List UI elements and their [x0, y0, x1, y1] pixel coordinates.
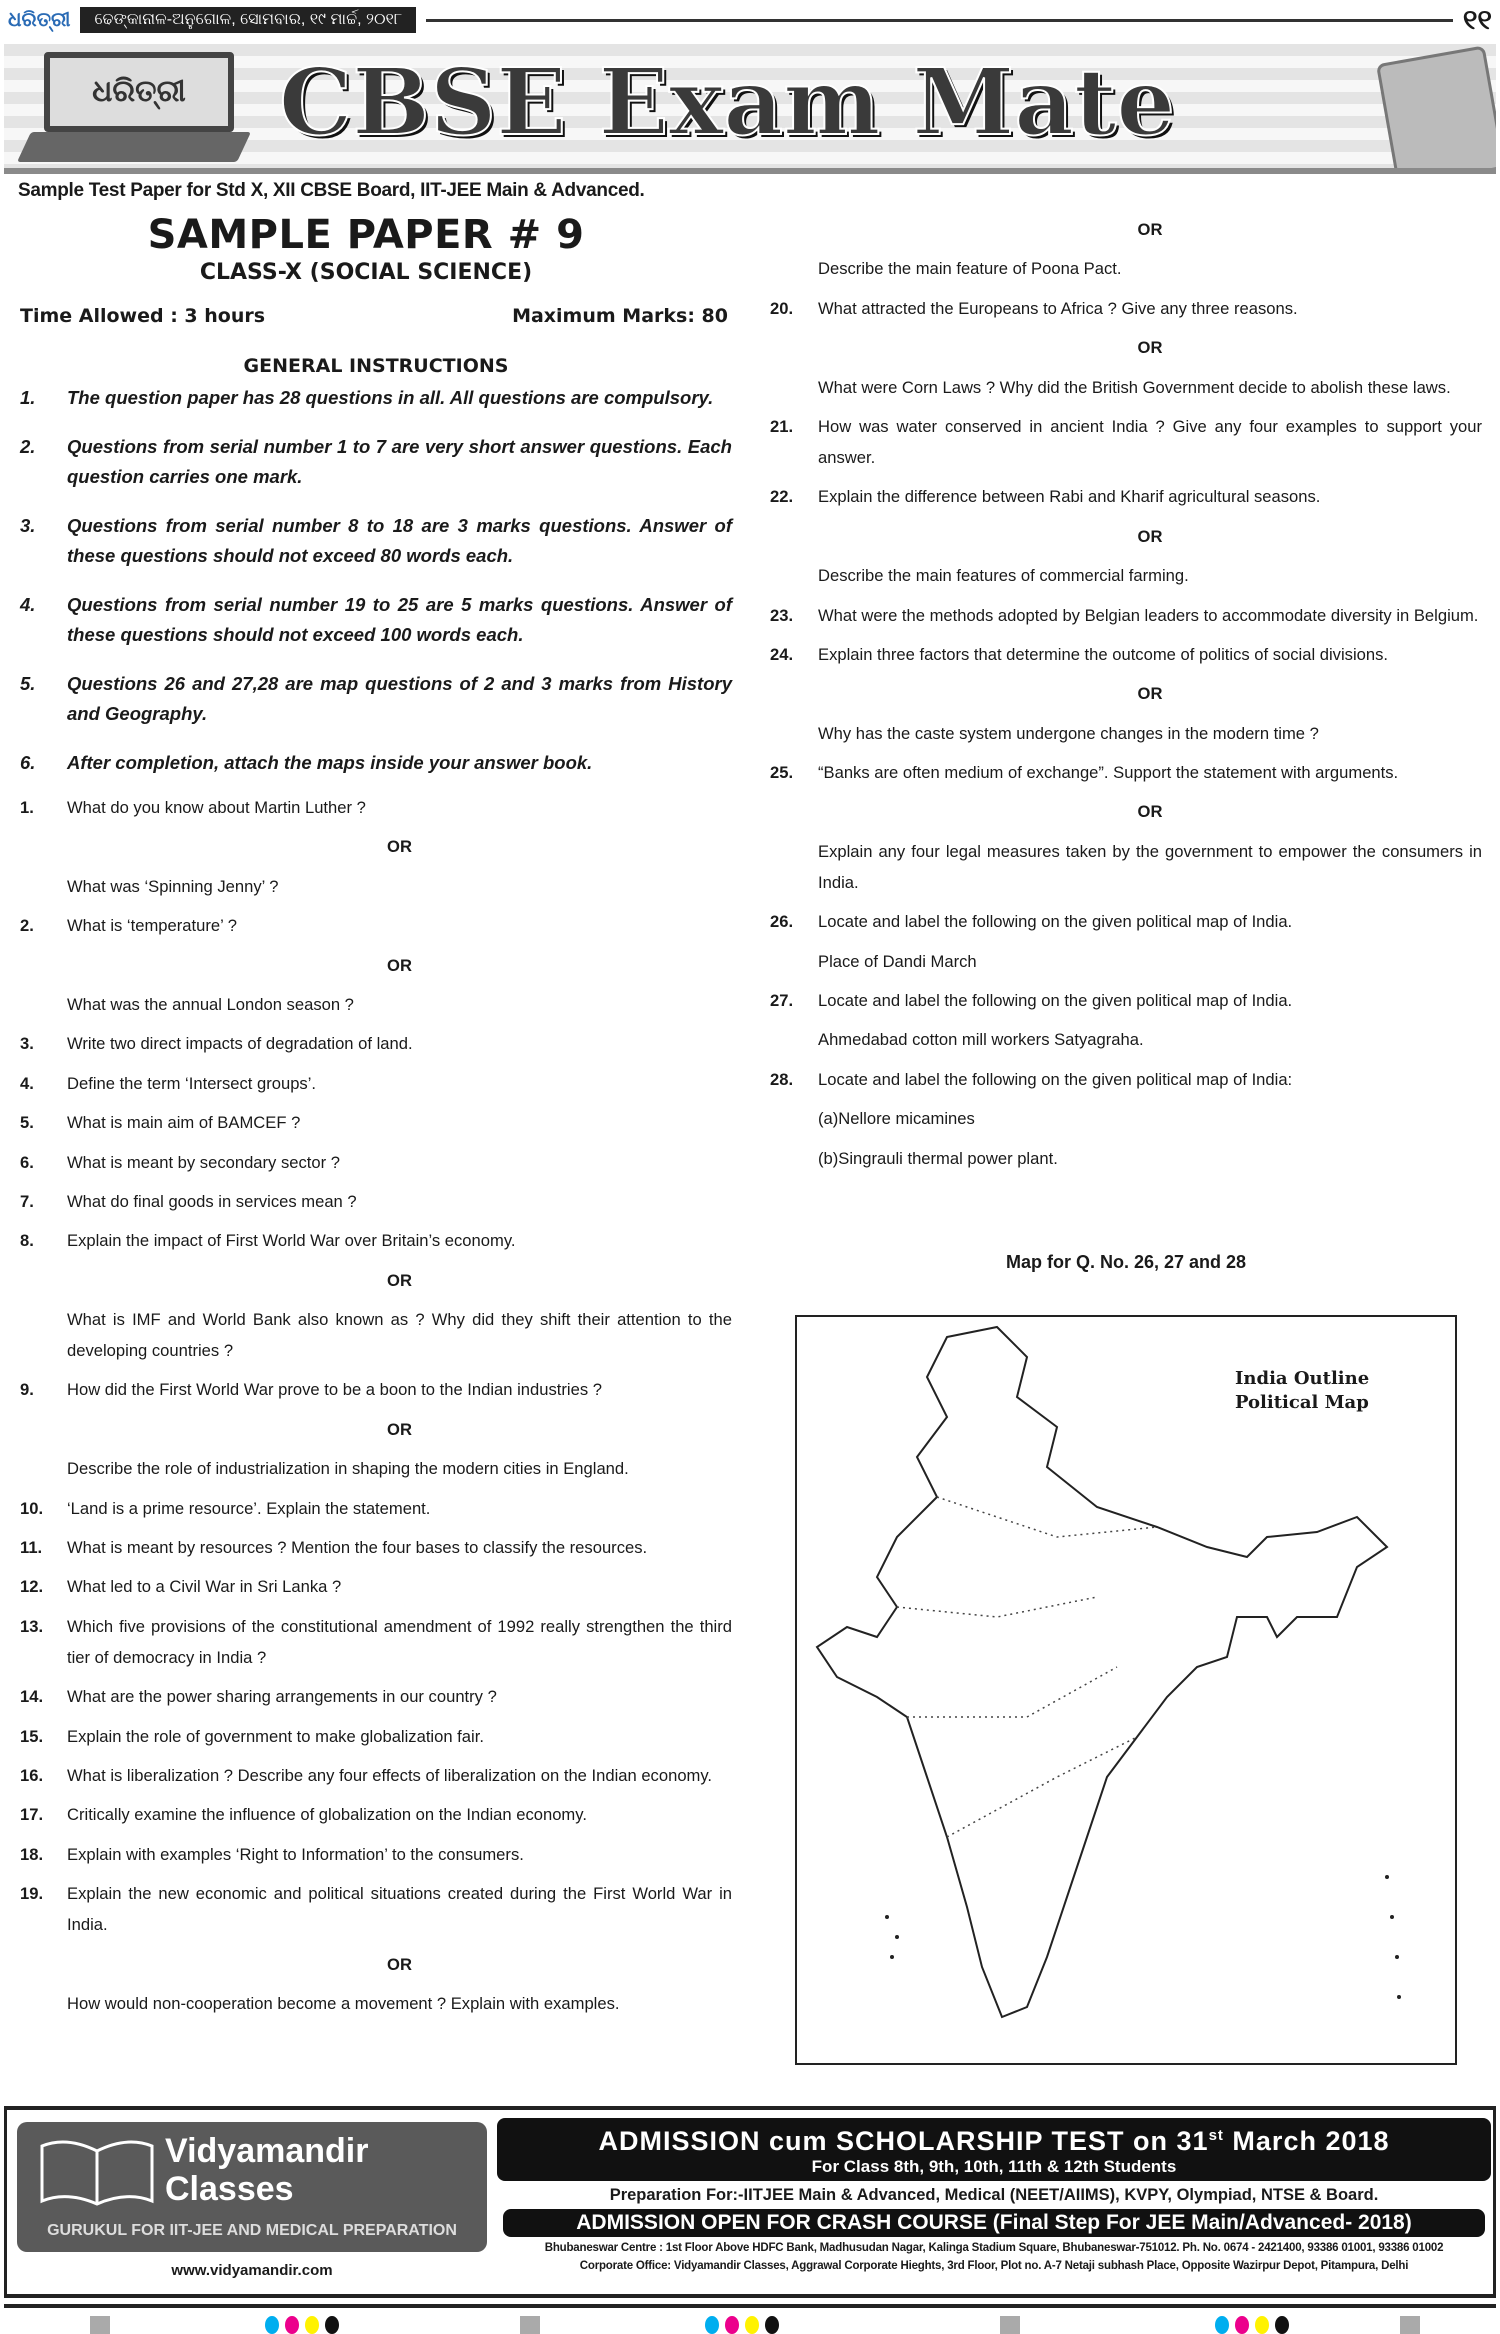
question-item: [20, 1374, 732, 1413]
question-number: 13.: [20, 1616, 44, 1636]
question-text: What is meant by secondary sector ?: [67, 1152, 340, 1172]
newspaper-logo: ଧରିତ୍ରୀ: [8, 8, 71, 31]
or-label: OR: [387, 1270, 412, 1290]
page-header: [0, 0, 1500, 40]
map-label-line: Political Map: [1235, 1392, 1369, 1413]
question-number: 27.: [770, 991, 794, 1011]
question-number: 6.: [20, 1152, 34, 1172]
question-item: [770, 1103, 1482, 1142]
ad-for-class: For Class 8th, 9th, 10th, 11th & 12th Students: [811, 2157, 1177, 2176]
question-item: [20, 1028, 732, 1067]
question-text: What are the power sharing arrangements in our country ?: [67, 1687, 497, 1707]
question-text: Explain the role of government to make globalization fair.: [67, 1726, 484, 1746]
time-allowed: Time Allowed : 3 hours: [20, 305, 266, 327]
question-number: [770, 1103, 818, 1134]
question-item: [770, 372, 1482, 411]
question-number: 16.: [20, 1765, 44, 1785]
ad-address-centre: Bhubaneswar Centre : 1st Floor Above HDFC Bank, Madhusudan Nagar, Kalinga Stadium Square, Bhubaneswar-751012. Ph. No. 0674 - 2421400, 93386 01001, 93386 01002: [544, 2242, 1444, 2254]
color-dot: [745, 2316, 759, 2334]
or-label: OR: [1137, 684, 1163, 704]
instruction-number: 4.: [20, 593, 36, 615]
question-text: (b)Singrauli thermal power plant.: [818, 1148, 1058, 1168]
question-number: 5.: [20, 1113, 34, 1133]
question-item: [770, 293, 1482, 332]
ad-preparation: Preparation For:-IITJEE Main & Advanced, Medical (NEET/AIIMS), KVPY, Olympiad, NTSE & Board.: [609, 2186, 1379, 2204]
paper-class: CLASS-X (SOCIAL SCIENCE): [199, 260, 533, 285]
question-text: What attracted the Europeans to Africa ? Give any three reasons.: [818, 298, 1298, 318]
spacer: [20, 1414, 67, 1445]
ad-url[interactable]: www.vidyamandir.com: [171, 2262, 333, 2279]
question-text: Explain with examples ‘Right to Information’ to the consumers.: [67, 1844, 524, 1864]
question-text: Place of Dandi March: [818, 951, 977, 971]
footer-rule: [4, 2304, 1496, 2308]
instruction-item: [20, 748, 732, 779]
ad-brand-name: [165, 2132, 368, 2208]
question-item: [20, 792, 732, 831]
question-text: What were the methods adopted by Belgian leaders to accommodate diversity in Belgium.: [818, 605, 1479, 625]
question-number: [770, 560, 818, 591]
spacer: [20, 950, 67, 981]
question-number: [20, 1988, 67, 2019]
headline-text: March 2018: [1223, 2126, 1390, 2156]
or-label: OR: [387, 1419, 412, 1439]
question-number: 26.: [770, 912, 794, 932]
color-dot: [1275, 2316, 1289, 2334]
brand-line: Vidyamandir: [165, 2132, 369, 2170]
question-item: [770, 253, 1482, 292]
color-dot: [765, 2316, 779, 2334]
question-item: [770, 985, 1482, 1024]
paper-meta: [20, 305, 732, 327]
instruction-text: After completion, attach the maps inside your answer book.: [67, 751, 593, 773]
question-item: [770, 600, 1482, 639]
question-text: Explain any four legal measures taken by the government to empower the consumers in India.: [818, 841, 1482, 892]
question-number: 17.: [20, 1805, 44, 1825]
question-text: Write two direct impacts of degradation of land.: [67, 1034, 413, 1054]
question-item: [20, 1839, 732, 1878]
dateline: ଢେଙ୍କାନାଳ-ଅନୁଗୋଳ, ସୋମବାର, ୧୯ ମାର୍ଚ୍ଚ, ୨୦୧୮: [80, 7, 416, 33]
or-separator: [770, 678, 1482, 717]
instruction-text: Questions from serial number 19 to 25 are 5 marks questions. Answer of these questions should not exceed 100 words each.: [67, 593, 732, 645]
or-label: OR: [387, 837, 412, 857]
headline-text: ADMISSION cum SCHOLARSHIP TEST on 31: [598, 2126, 1209, 2156]
color-dot: [305, 2316, 319, 2334]
question-text: Describe the role of industrialization in shaping the modern cities in England.: [67, 1459, 629, 1479]
instruction-text: Questions from serial number 8 to 18 are 3 marks questions. Answer of these questions should not exceed 80 words each.: [67, 514, 732, 566]
question-item: [770, 1024, 1482, 1063]
instruction-number: 5.: [20, 672, 36, 694]
instruction-item: [20, 383, 732, 414]
spacer: [20, 1949, 67, 1980]
question-text: What do final goods in services mean ?: [67, 1191, 357, 1211]
map-label: [1235, 1367, 1369, 1415]
question-item: [20, 1988, 732, 2027]
or-label: OR: [1137, 526, 1163, 546]
banner: [4, 44, 1496, 174]
advertisement: [4, 2106, 1496, 2298]
spacer: [20, 1265, 67, 1296]
or-label: OR: [1137, 802, 1163, 822]
subtitle: Sample Test Paper for Std X, XII CBSE Board, IIT-JEE Main & Advanced.: [18, 180, 645, 201]
question-item: [20, 1068, 732, 1107]
spacer: [770, 521, 818, 552]
question-list-right: [770, 214, 1482, 1182]
map-label-line: India Outline: [1235, 1368, 1370, 1389]
question-text: What is ‘temperature’ ?: [67, 916, 237, 936]
question-number: 10.: [20, 1498, 44, 1518]
question-item: [20, 1147, 732, 1186]
question-text: What was the annual London season ?: [67, 994, 354, 1014]
or-separator: [20, 1949, 732, 1988]
color-dot: [725, 2316, 739, 2334]
instruction-text: Questions 26 and 27,28 are map questions of 2 and 3 marks from History and Geography.: [67, 672, 732, 724]
color-dot: [325, 2316, 339, 2334]
question-number: 22.: [770, 487, 794, 507]
question-text: Define the term ‘Intersect groups’.: [67, 1073, 317, 1093]
question-item: [20, 1611, 732, 1681]
registration-square: [90, 2316, 110, 2334]
question-text: Explain the new economic and political situations created during the First World War in India.: [67, 1884, 732, 1935]
or-separator: [20, 1414, 732, 1453]
question-text: Describe the main features of commercial farming.: [818, 566, 1189, 586]
question-text: How did the First World War prove to be a boon to the Indian industries ?: [67, 1380, 602, 1400]
india-outline-icon: [797, 1317, 1455, 2063]
or-separator: [20, 831, 732, 870]
question-text: Why has the caste system undergone changes in the modern time ?: [818, 723, 1319, 743]
color-dot: [1255, 2316, 1269, 2334]
question-text: Locate and label the following on the given political map of India.: [818, 912, 1293, 932]
question-number: [770, 946, 818, 977]
question-text: What is main aim of BAMCEF ?: [67, 1113, 301, 1133]
banner-logo: ଧରିତ୍ରୀ: [44, 52, 234, 132]
question-item: [20, 1532, 732, 1571]
question-item: [20, 989, 732, 1028]
question-number: 2.: [20, 916, 34, 936]
or-label: OR: [1137, 220, 1163, 239]
question-number: 3.: [20, 1034, 34, 1054]
ad-address-corporate: Corporate Office: Vidyamandir Classes, Aggrawal Corporate Hieghts, 3rd Floor, Plot no. A-7 Netaji subhash Place, Opposite Wazirpur Depot, Pitampura, Delhi: [579, 2260, 1409, 2272]
question-number: 15.: [20, 1726, 44, 1746]
question-item: [20, 1878, 732, 1948]
question-item: [770, 757, 1482, 796]
question-number: 21.: [770, 416, 794, 436]
instruction-item: [20, 511, 732, 572]
question-number: 18.: [20, 1844, 44, 1864]
question-item: [20, 1186, 732, 1225]
question-number: [770, 718, 818, 749]
headline-sup: st: [1208, 2127, 1224, 2144]
question-number: [20, 871, 67, 902]
question-text: Explain the impact of First World War over Britain’s economy.: [67, 1231, 516, 1251]
banner-title: CBSE Exam Mate: [279, 48, 1176, 156]
paper-title: SAMPLE PAPER # 9: [147, 212, 585, 258]
question-text: Ahmedabad cotton mill workers Satyagraha.: [818, 1030, 1144, 1050]
question-item: [770, 639, 1482, 678]
question-item: [20, 910, 732, 949]
question-item: [770, 906, 1482, 945]
registration-square: [1400, 2316, 1420, 2334]
color-dot: [705, 2316, 719, 2334]
question-text: Explain three factors that determine the outcome of politics of social divisions.: [818, 644, 1389, 664]
question-number: 14.: [20, 1687, 44, 1707]
ad-crash-course: ADMISSION OPEN FOR CRASH COURSE (Final Step For JEE Main/Advanced- 2018): [503, 2209, 1485, 2237]
spacer: [770, 332, 818, 363]
calculator-illustration: [1376, 45, 1496, 174]
question-item: [770, 481, 1482, 520]
or-separator: [770, 796, 1482, 835]
question-text: What led to a Civil War in Sri Lanka ?: [67, 1577, 342, 1597]
question-number: [770, 836, 818, 898]
instruction-item: [20, 669, 732, 730]
color-dot: [265, 2316, 279, 2334]
question-text: Which five provisions of the constitutional amendment of 1992 really strengthen the third tier of democracy in India ?: [67, 1616, 732, 1667]
question-number: 1.: [20, 798, 34, 817]
question-item: [20, 1453, 732, 1492]
question-text: What is meant by resources ? Mention the four bases to classify the resources.: [67, 1538, 648, 1558]
open-book-icon: [37, 2136, 157, 2206]
brand-line: Classes: [165, 2170, 294, 2208]
or-separator: [770, 521, 1482, 560]
spacer: [770, 214, 818, 245]
keyboard-shape: [17, 132, 251, 162]
instructions-list: [20, 383, 732, 778]
color-dot: [1215, 2316, 1229, 2334]
question-item: [770, 946, 1482, 985]
spacer: [770, 678, 818, 709]
or-separator: [770, 214, 1482, 253]
or-separator: [20, 1265, 732, 1304]
ad-brand-panel: [17, 2122, 487, 2252]
question-text: How was water conserved in ancient India ? Give any four examples to support your answer.: [818, 416, 1482, 467]
instructions-heading: GENERAL INSTRUCTIONS: [243, 355, 509, 377]
instruction-number: 3.: [20, 514, 36, 536]
question-number: [770, 1024, 818, 1055]
registration-square: [1000, 2316, 1020, 2334]
question-number: 20.: [770, 298, 794, 318]
question-number: 9.: [20, 1380, 34, 1400]
instruction-item: [20, 432, 732, 493]
question-number: 23.: [770, 605, 794, 625]
question-item: [770, 718, 1482, 757]
question-item: [770, 411, 1482, 481]
question-number: 19.: [20, 1884, 44, 1904]
question-number: 25.: [770, 763, 794, 783]
question-text: What were Corn Laws ? Why did the British Government decide to abolish these laws.: [818, 377, 1451, 397]
question-text: How would non-cooperation become a movement ? Explain with examples.: [67, 1993, 620, 2013]
question-number: 28.: [770, 1069, 794, 1089]
or-separator: [20, 950, 732, 989]
question-list-left: [20, 792, 732, 2027]
question-text: Describe the main feature of Poona Pact.: [818, 259, 1122, 279]
instruction-number: 2.: [20, 435, 36, 457]
question-number: [770, 372, 818, 403]
question-item: [20, 1571, 732, 1610]
page-number: ୧୧: [1462, 3, 1492, 35]
question-text: What is IMF and World Bank also known as ? Why did they shift their attention to the developing countries ?: [67, 1310, 732, 1361]
question-text: Locate and label the following on the given political map of India:: [818, 1069, 1293, 1089]
question-item: [20, 1721, 732, 1760]
question-item: [20, 1225, 732, 1264]
question-number: [20, 1304, 67, 1366]
instruction-number: 1.: [20, 387, 36, 408]
or-label: OR: [1137, 338, 1163, 358]
question-number: 8.: [20, 1231, 34, 1251]
india-map: [795, 1315, 1457, 2065]
question-text: “Banks are often medium of exchange”. Support the statement with arguments.: [818, 763, 1399, 783]
question-number: 7.: [20, 1191, 34, 1211]
question-item: [20, 1681, 732, 1720]
question-text: What do you know about Martin Luther ?: [67, 798, 366, 817]
instruction-text: Questions from serial number 1 to 7 are very short answer questions. Each question carries one mark.: [67, 435, 732, 487]
question-number: 24.: [770, 644, 794, 664]
question-item: [770, 1143, 1482, 1182]
question-number: [20, 1453, 67, 1484]
maximum-marks: Maximum Marks: 80: [512, 305, 728, 327]
question-number: [770, 253, 818, 284]
question-text: Explain the difference between Rabi and Kharif agricultural seasons.: [818, 487, 1321, 507]
map-caption: Map for Q. No. 26, 27 and 28: [1005, 1252, 1247, 1272]
question-number: [770, 1143, 818, 1174]
question-item: [20, 1304, 732, 1374]
question-item: [20, 1799, 732, 1838]
instruction-number: 6.: [20, 751, 36, 773]
color-dot: [285, 2316, 299, 2334]
or-label: OR: [387, 1954, 412, 1974]
question-item: [770, 836, 1482, 906]
question-number: 12.: [20, 1577, 44, 1597]
or-separator: [770, 332, 1482, 371]
question-item: [20, 1760, 732, 1799]
left-column: [20, 212, 732, 2027]
ad-headline: [497, 2118, 1491, 2181]
question-item: [20, 1107, 732, 1146]
question-text: Locate and label the following on the given political map of India.: [818, 991, 1293, 1011]
question-text: What was ‘Spinning Jenny’ ?: [67, 876, 279, 896]
laptop-illustration: [24, 52, 264, 164]
question-number: 4.: [20, 1073, 34, 1093]
instruction-text: The question paper has 28 questions in all. All questions are compulsory.: [67, 387, 714, 408]
question-text: Critically examine the influence of globalization on the Indian economy.: [67, 1805, 587, 1825]
print-registration-marks: [0, 2316, 1500, 2334]
or-label: OR: [387, 955, 412, 975]
question-item: [20, 1493, 732, 1532]
question-number: 11.: [20, 1538, 43, 1558]
question-text: What is liberalization ? Describe any four effects of liberalization on the Indian economy.: [67, 1765, 713, 1785]
question-text: (a)Nellore micamines: [818, 1109, 975, 1129]
header-rule: [426, 19, 1453, 22]
ad-tagline: GURUKUL FOR IIT-JEE AND MEDICAL PREPARATION: [47, 2222, 457, 2239]
spacer: [20, 831, 67, 862]
question-text: ‘Land is a prime resource’. Explain the statement.: [67, 1498, 431, 1518]
right-column: [770, 218, 1482, 1182]
question-item: [770, 560, 1482, 599]
spacer: [770, 796, 818, 827]
question-number: [20, 989, 67, 1020]
question-item: [20, 871, 732, 910]
question-item: [770, 1064, 1482, 1103]
instruction-item: [20, 590, 732, 651]
ad-details: [497, 2110, 1491, 2279]
color-dot: [1235, 2316, 1249, 2334]
registration-square: [520, 2316, 540, 2334]
